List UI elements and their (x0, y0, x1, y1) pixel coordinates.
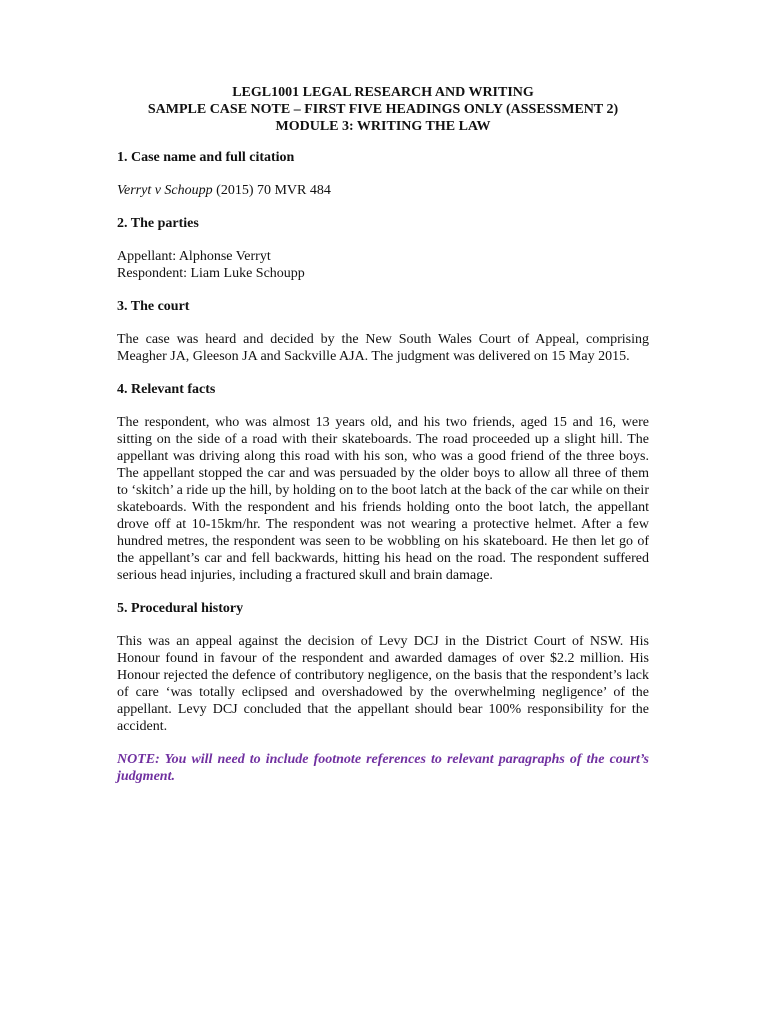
heading-court: 3. The court (117, 299, 190, 314)
respondent-line: Respondent: Liam Luke Schoupp (117, 266, 305, 281)
footnote-note: NOTE: You will need to include footnote references to relevant paragraphs of the court’s judgment. (117, 752, 649, 784)
heading-parties: 2. The parties (117, 216, 199, 231)
appellant-line: Appellant: Alphonse Verryt (117, 249, 271, 264)
case-citation (117, 182, 649, 199)
parties-block (117, 248, 649, 282)
facts-paragraph: The respondent, who was almost 13 years old, and his two friends, aged 15 and 16, were sitting on the side of a road with their skateboards. The road proceeded up a slight hill. The appellant was driving along this road with his son, who was a good friend of the three boys. The appellant stopped the car and was persuaded by the older boys to allow all three of them to ‘skitch’ a ride up the hill, by holding on to the boot latch at the back of the car while on their skateboards. With the respondent and his friends holding onto the boot latch, the appellant drove off at 10-15km/hr. The respondent was not wearing a protective helmet. After a few hundred metres, the respondent was seen to be wobbling on his skateboard. He then let go of the appellant’s car and fell backwards, hitting his head on the road. The respondent suffered serious head injuries, including a fractured skull and brain damage. (117, 415, 649, 583)
procedural-paragraph: This was an appeal against the decision of Levy DCJ in the District Court of NSW. His Honour found in favour of the respondent and awarded damages of over $2.2 million. His Honour rejected the defence of contributory negligence, on the basis that the respondent’s lack of care ‘was totally eclipsed and overshadowed by the overwhelming negligence’ of the appellant. Levy DCJ concluded that the appellant should bear 100% responsibility for the accident. (117, 634, 649, 734)
citation-text: (2015) 70 MVR 484 (212, 183, 331, 198)
heading-relevant-facts: 4. Relevant facts (117, 382, 216, 397)
heading-case-name: 1. Case name and full citation (117, 150, 295, 165)
document-title (117, 84, 649, 135)
heading-procedural-history: 5. Procedural history (117, 601, 244, 616)
title-module: MODULE 3: WRITING THE LAW (275, 119, 491, 134)
court-paragraph: The case was heard and decided by the New South Wales Court of Appeal, comprising Meagher JA, Gleeson JA and Sackville AJA. The judgment was delivered on 15 May 2015. (117, 332, 649, 364)
title-subtitle: SAMPLE CASE NOTE – FIRST FIVE HEADINGS ONLY (ASSESSMENT 2) (147, 102, 619, 117)
title-course: LEGL1001 LEGAL RESEARCH AND WRITING (232, 85, 534, 100)
case-note-page (117, 84, 649, 785)
case-name: Verryt v Schoupp (117, 183, 213, 198)
